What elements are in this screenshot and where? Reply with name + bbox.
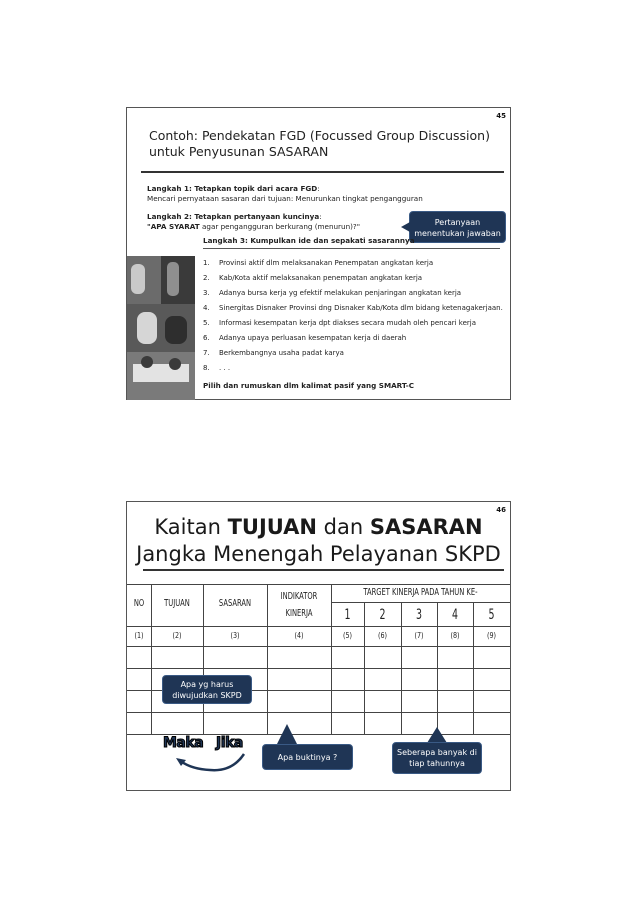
- table-border: [473, 602, 474, 734]
- step-2-quote-bold: "APA SYARAT: [147, 222, 200, 231]
- slide-45: [126, 107, 511, 400]
- header-sasaran: SASARAN: [218, 598, 252, 609]
- list-item: [203, 256, 503, 271]
- item-number: 6.: [203, 334, 210, 342]
- header-year-1: 1: [344, 607, 351, 623]
- list-item: [203, 286, 503, 301]
- table-border: [127, 668, 510, 669]
- colon: :: [317, 184, 320, 193]
- item-text: . . .: [219, 364, 231, 372]
- item-text: Kab/Kota aktif melaksanakan penempatan angkatan kerja: [219, 274, 423, 282]
- return-arrow-icon: [172, 752, 252, 774]
- callout-pointer: [277, 724, 297, 744]
- title-bold-sasaran: SASARAN: [369, 515, 483, 539]
- idea-list: [203, 256, 503, 376]
- header-tujuan: TUJUAN: [164, 598, 190, 609]
- list-item: [203, 361, 503, 376]
- final-instruction: Pilih dan rumuskan dlm kalimat pasif yang SMART-C: [203, 381, 414, 390]
- step-1-text: Mencari pernyataan sasaran dari tujuan: Menurunkan tingkat pengangguran: [147, 194, 423, 203]
- photo-table: [133, 364, 189, 382]
- header-no: NO: [133, 598, 145, 609]
- col-index: (7): [414, 631, 424, 640]
- item-text: Berkembangnya usaha padat karya: [219, 349, 344, 357]
- callout-bukti: Apa buktinya ?: [262, 744, 353, 770]
- header-year-3: 3: [415, 607, 422, 623]
- step-2: [147, 212, 360, 232]
- item-text: Provinsi aktif dlm melaksanakan Penempatan angkatan kerja: [219, 259, 434, 267]
- callout-tujuan: Apa yg harus diwujudkan SKPD: [162, 675, 252, 704]
- table-border: [203, 584, 204, 734]
- photo-collage: [127, 256, 195, 400]
- header-target: TARGET KINERJA PADA TAHUN KE-: [363, 587, 478, 598]
- item-number: 8.: [203, 364, 210, 372]
- colon: :: [319, 212, 322, 221]
- callout-pointer: [427, 727, 447, 743]
- list-item: [203, 316, 503, 331]
- table-border: [127, 626, 510, 627]
- page-number: 45: [496, 112, 506, 120]
- photo-figure: [141, 356, 153, 368]
- table-border: [331, 584, 332, 734]
- callout-question: Pertanyaan menentukan jawaban: [409, 211, 506, 243]
- jika-label: Jika: [216, 735, 243, 751]
- col-index: (5): [342, 631, 353, 640]
- header-year-5: 5: [488, 607, 495, 623]
- photo-figure: [137, 312, 157, 344]
- item-number: 3.: [203, 289, 210, 297]
- item-number: 4.: [203, 304, 210, 312]
- title-divider: [141, 171, 504, 173]
- step-2-quote-rest: agar pengangguran berkurang (menurun)?": [199, 222, 361, 231]
- slide-title: [127, 514, 510, 568]
- maka-label: Maka: [163, 735, 204, 751]
- table-border: [364, 602, 365, 734]
- list-item: [203, 331, 503, 346]
- header-indikator-line2: KINERJA: [285, 608, 313, 619]
- item-number: 2.: [203, 274, 210, 282]
- item-text: Informasi kesempatan kerja dpt diakses secara mudah oleh pencari kerja: [219, 319, 477, 327]
- step-1: [147, 184, 423, 204]
- title-line-2: Jangka Menengah Pelayanan SKPD: [136, 542, 501, 566]
- table-border: [267, 584, 268, 734]
- col-index: (2): [172, 631, 182, 640]
- item-number: 5.: [203, 319, 210, 327]
- photo-figure: [131, 264, 145, 294]
- table-border: [401, 602, 402, 734]
- col-index: (9): [486, 631, 497, 640]
- target-table: [127, 584, 510, 738]
- col-index: (1): [134, 631, 144, 640]
- header-year-2: 2: [379, 607, 386, 623]
- col-index: (3): [230, 631, 240, 640]
- item-number: 1.: [203, 259, 210, 267]
- table-border: [127, 712, 510, 713]
- callout-target: Seberapa banyak di tiap tahunnya: [392, 742, 482, 774]
- header-indikator: [275, 588, 323, 622]
- step-2-label: Langkah 2: Tetapkan pertanyaan kuncinya: [147, 212, 320, 221]
- title-bold-tujuan: TUJUAN: [227, 515, 317, 539]
- page-number: 46: [496, 506, 506, 514]
- table-border: [127, 646, 510, 647]
- step-1-label: Langkah 1: Tetapkan topik dari acara FGD: [147, 184, 318, 193]
- col-index: (6): [377, 631, 388, 640]
- step-3-label: Langkah 3: Kumpulkan ide dan sepakati sasarannya: [203, 236, 415, 245]
- title-line-1: [127, 514, 510, 541]
- title-text: Kaitan: [154, 515, 228, 539]
- table-border: [331, 602, 510, 603]
- photo-figure: [165, 316, 187, 344]
- slide-title: [149, 128, 490, 160]
- header-indikator-line1: INDIKATOR: [280, 591, 318, 602]
- title-text: dan: [317, 515, 370, 539]
- item-text: Sinergitas Disnaker Provinsi dng Disnaker Kab/Kota dlm bidang ketenagakerjaan.: [219, 304, 503, 312]
- photo-figure: [169, 358, 181, 370]
- table-border: [151, 584, 152, 734]
- title-line-1: Contoh: Pendekatan FGD (Focussed Group Discussion): [149, 128, 490, 143]
- table-border: [127, 584, 510, 585]
- item-text: Adanya upaya perluasan kesempatan kerja di daerah: [219, 334, 407, 342]
- list-item: [203, 346, 503, 361]
- item-number: 7.: [203, 349, 210, 357]
- header-year-4: 4: [451, 607, 458, 623]
- item-text: Adanya bursa kerja yg efektif melakukan penjaringan angkatan kerja: [219, 289, 462, 297]
- step-3-divider: [203, 248, 500, 249]
- list-item: [203, 271, 503, 286]
- list-item: [203, 301, 503, 316]
- col-index: (4): [294, 631, 304, 640]
- title-line-2: untuk Penyusunan SASARAN: [149, 144, 329, 159]
- photo-figure: [167, 262, 179, 296]
- slide-46: [126, 501, 511, 791]
- col-index: (8): [450, 631, 460, 640]
- title-divider: [143, 569, 504, 571]
- table-border: [437, 602, 438, 734]
